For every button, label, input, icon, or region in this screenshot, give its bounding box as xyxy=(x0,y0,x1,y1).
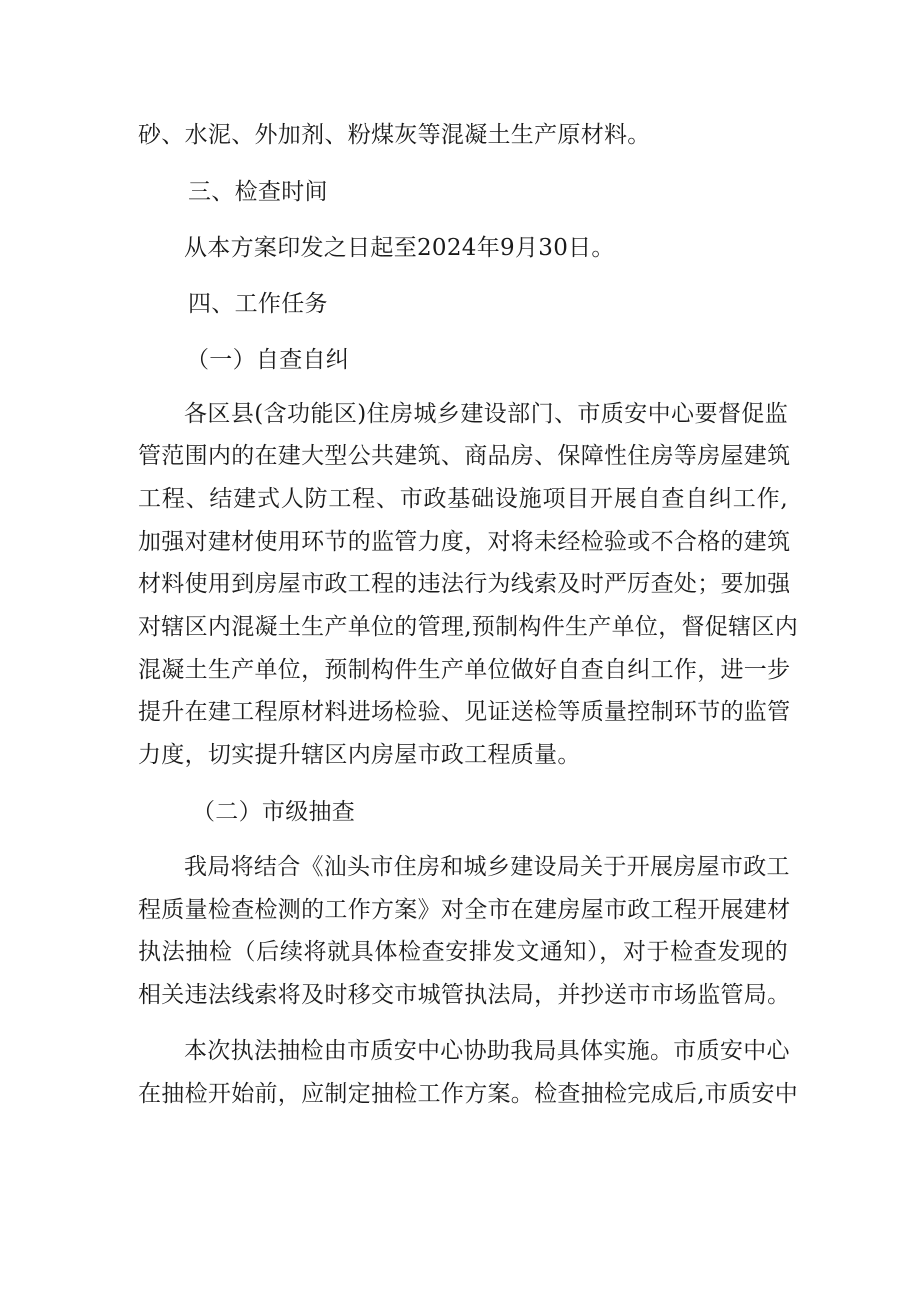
paragraph-line: 本次执法抽检由市质安中心协助我局具体实施。市质安中心 xyxy=(184,1038,790,1064)
paragraph-line: 从本方案印发之日起至2024年9月30日。 xyxy=(184,235,615,261)
paragraph-line: 我局将结合《汕头市住房和城乡建设局关于开展房屋市政工 xyxy=(184,854,790,880)
paragraph-line: 对辖区内混凝土生产单位的管理,预制构件生产单位，督促辖区内 xyxy=(138,614,799,640)
paragraph-line: 相关违法线索将及时移交市城管执法局，并抄送市市场监管局。 xyxy=(138,982,791,1008)
paragraph-line: 材料使用到房屋市政工程的违法行为线索及时严厉查处；要加强 xyxy=(138,571,791,597)
paragraph-line: 混凝土生产单位，预制构件生产单位做好自查自纠工作，进一步 xyxy=(138,657,791,683)
paragraph-line: 程质量检查检测的工作方案》对全市在建房屋市政工程开展建材 xyxy=(138,897,791,923)
paragraph-line: 在抽检开始前，应制定抽检工作方案。检查抽检完成后,市质安中 xyxy=(138,1081,799,1107)
subsection-heading-city-inspection: （二）市级抽查 xyxy=(192,799,356,825)
paragraph-line: 砂、水泥、外加剂、粉煤灰等混凝土生产原材料。 xyxy=(138,122,651,148)
paragraph-line: 加强对建材使用环节的监管力度，对将未经检验或不合格的建筑 xyxy=(138,529,791,555)
paragraph-line: 执法抽检（后续将就具体检查安排发文通知），对于检查发现的 xyxy=(138,939,788,965)
section-heading-inspection-time: 三、检查时间 xyxy=(188,179,328,205)
paragraph-line: 提升在建工程原材料进场检验、见证送检等质量控制环节的监管 xyxy=(138,699,791,725)
paragraph-line: 力度，切实提升辖区内房屋市政工程质量。 xyxy=(138,742,581,768)
section-heading-work-tasks: 四、工作任务 xyxy=(188,291,328,317)
subsection-heading-self-inspection: （一）自查自纠 xyxy=(186,347,350,373)
paragraph-line: 各区县(含功能区)住房城乡建设部门、市质安中心要督促监 xyxy=(184,401,788,427)
paragraph-line: 工程、结建式人防工程、市政基础设施项目开展自查自纠工作, xyxy=(138,486,788,512)
paragraph-line: 管范围内的在建大型公共建筑、商品房、保障性住房等房屋建筑 xyxy=(138,443,791,469)
